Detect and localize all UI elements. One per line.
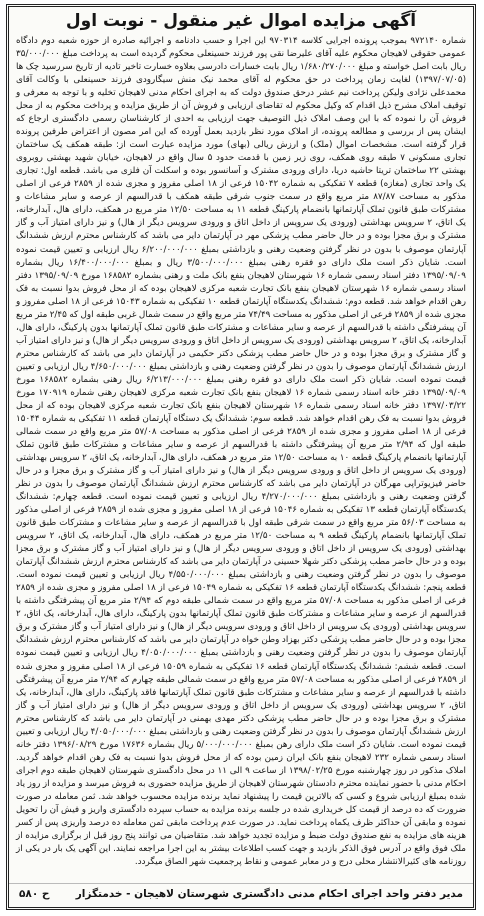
notice-body-text: شماره ۹۷۲۱۴۰ بموجب پرونده اجرایی کلاسه ۹۷۰۳۱۴ این اجرا و حسب دادنامه و اجرائیه صادره از حوزه شعبه دوم دادگاه عمومی حقوقی لاهیجان محکوم علیه آقای علیرضا نقی پور فرزند حسینعلی محکوم گردیده است به پرداخت مبلغ ۳۵/۰۰۰/۰۰۰ ریال بابت اصل خواسته و مبلغ ۱/۶۸۰/۲۷۰/۰۰۰ ریال بابت خسارات دادرسی بعلاوه خسارت تاخیر تادیه از تاریخ سررسید چک ها (۱۳۹۷/۰۷/۰۵) لغایت زمان پرداخت در حق محکوم له آقای محمد نیک منش سیگارودی فرزند حسینعلی با وکالت آقای محمدعلی نژادی ولیکن پرداخت نیم عشر درحق صندوق دولت که به اجرای احکام مدنی لاهیجان تخلیه و با توجه به معرفی و توقیف املاک مشرح ذیل اقدام که وکیل محکوم له تقاضای ارزیابی و فروش آن از طریق مزایده و پرداخت محکوم به از محل فروش آن را نموده که با این وصف املاک ذیل التوصیف جهت ارزیابی به احدی از کارشناسان رسمی دادگستری ارجاع که ایشان پس از بررسی و مطالعه پرونده، از املاک مورد نظر بازدید بعمل آورده که این امر مصون از اعتراض طرفین پرونده قرار گرفته است. مشخصات اموال (ملک) و ارزش ریالی (بهای) مورد مزایده عبارت است از: طبقه همکف یک ساختمان تجاری مسکونی ۷ طبقه روی همکف، روی زیر زمین با قدمت حدود ۵ سال واقع در لاهیجان، خیابان شهید بهشتی روبروی بهشتی ۲۲ ساختمان تریتا حاشیه دریا، دارای ورودی مشترک و آسانسور بوده و اسکلت آن فلزی می باشد. قطعه اول: تجاری یک واحد تجاری (مغازه) قطعه ۷ تفکیکی به شماره ۱۵۰۴۲ فرعی از ۱۸ اصلی مفروز و مجزی شده از ۲۸۵۹ فرعی از اصلی مذکور به مساحت ۸۷/۸۷ متر مربع واقع در سمت جنوب شرقی طبقه همکف با قدرالسهم از عرصه و سایر مشاعات و مشترکات طبق قانون تملک آپارتمانها بانضمام پارکینگ قطعه ۱۱ به مساحت ۱۲/۵۰ متر مربع در همکف، دارای هال، آبدارخانه، یک اتاق، ۲ سرویس بهداشتی (ورودی یک سرویس از داخل اتاق و ورودی سرویس دیگر از هال) و نیز دارای امتیاز آب و گاز مشترک و برق مجزا بوده و در حال حاضر مطب پزشکی مهر در آپارتمان دایر می باشد که کارشناس محترم ارزش ششدانگ آپارتمان موصوف با بدون در نظر گرفتن وضعیت رهنی و بازداشتی بمبلغ ۶/۲۰۰/۰۰۰/۰۰۰ ریال ارزیابی و تعیین قیمت نموده است. شایان ذکر است ملک دارای دو فقره رهنی بمبلغ ۳/۵۰۰/۰۰۰/۰۰۰ ریال و بمبلغ ۱۶/۴۰۰/۰۰۰/۰۰۰ ریال بشماره ۱۳۹۵/۰۹/۰۹ دفتر اسناد رسمی شماره ۱۶ شهرستان لاهیجان بنفع بانک ملت و رهنی بشماره ۱۶۸۵۸۲ مورخ ۱۳۹۵/۰۹/۰۹ دفتر اسناد رسمی شماره ۱۶ شهرستان لاهیجان بنفع بانک تجارت شعبه مرکزی لاهیجان بوده که از محل فروش بدوا نسبت به فک رهن اقدام خواهد شد. قطعه دوم: ششدانگ یکدستگاه آپارتمان قطعه ۱۰ تفکیکی به شماره ۱۵۰۴۳ فرعی از ۱۸ اصلی مفروز و مجزی شده از ۲۸۵۹ فرعی از اصلی مذکور به مساحت ۷۴/۴۹ متر مربع واقع در سمت شمال غربی طبقه اول که ۲/۴۵ متر مربع آن پیشرفتگی داشته با قدرالسهم از عرصه و سایر مشاعات و مشترکات طبق قانون تملک آپارتمانها بدون پارکینگ، دارای هال، آبدارخانه، یک اتاق، ۲ سرویس بهداشتی (ورودی یک سرویس از داخل اتاق و ورودی سرویس دیگر از هال) و نیز دارای امتیاز آب و گاز مشترک و برق مجزا بوده و در حال حاضر مطب پزشکی دکتر حکیمی در آپارتمان دایر می باشد که کارشناس محترم ارزش ششدانگ آپارتمان موصوف را بدون در نظر گرفتن وضعیت رهنی و بازداشتی بمبلغ ۴/۶۵۰/۰۰۰/۰۰۰ ریال ارزیابی و تعیین قیمت نموده است. شایان ذکر است ملک دارای دو فقره رهنی بمبلغ ۶/۲۱۳/۰۰۰/۰۰۰ ریال رهنی بشماره ۱۶۸۵۸۲ مورخ ۱۳۹۵/۰۹/۰۹ دفتر خانه اسناد رسمی شماره ۱۶ لاهیجان بنفع بانک تجارت شعبه مرکزی لاهیجان رهنی شماره ۱۷۰۹۱۹ مورخ ۱۳۹۷/۰۳/۲۲ دفتر خانه اسناد رسمی شماره ۱۶ شهرستان لاهیجان بنفع بانک تجارت شعبه مرکزی لاهیجان بوده که از محل فروش بدوا نسبت به فک رهن اقدام خواهد شد. قطعه سوم: ششدانگ یک دستگاه آپارتمان قطعه ۱۱ تفکیکی به شماره ۱۵۰۴۴ فرعی از ۱۸ اصلی مفروز و مجزی شده از ۲۸۵۹ فرعی از اصلی مذکور به مساحت ۵۷/۰۸ متر مربع واقع در سمت شمالی طبقه اول که ۲/۹۴ متر مربع آن پیشرفتگی داشته با قدرالسهم از عرصه و سایر مشاعات و مشترکات طبق قانون تملک آپارتمانها بانضمام پارکینگ قطعه ۱۰ به مساحت ۱۲/۵۰ متر مربع در همکف، دارای هال، آبدارخانه، یک اتاق، ۲ سرویس بهداشتی (ورودی یک سرویس از داخل اتاق و ورودی سرویس دیگر از هال) و نیز دارای امتیاز آب و گاز مشترک و برق مجزا و در حال حاضر فیزیوتراپی مهرگان در آپارتمان دایر می باشد که کارشناس محترم ارزش ششدانگ آپارتمان موصوف را بدون در نظر گرفتن وضعیت رهنی و بازداشتی بمبلغ ۴/۲۷۰/۰۰۰/۰۰۰ ریال ارزیابی و تعیین قیمت نموده است. قطعه چهارم: ششدانگ یکدستگاه آپارتمان قطعه ۱۳ تفکیکی به شماره ۱۵۰۴۶ فرعی از ۱۸ اصلی مفروز و مجزی شده از ۲۸۵۹ فرعی از اصلی مذکور به مساحت ۵۶/۰۳ متر مربع واقع در سمت شرقی طبقه اول با قدرالسهم از عرصه و سایر مشاعات و مشترکات طبق قانون تملک آپارتمانها بانضمام پارکینگ قطعه ۹ به مساحت ۱۲/۵۰ متر مربع در همکف، دارای هال، آبدارخانه، یک اتاق، ۲ سرویس بهداشتی (ورودی یک سرویس از داخل اتاق و ورودی سرویس دیگر از هال) و نیز دارای امتیاز آب و گاز مشترک و برق مجزا بوده و در حال حاضر مطب پزشکی دکتر شهلا حسینی در آپارتمان دایر می باشد که کارشناس محترم ارزش ششدانگ آپارتمان موصوف را بدون در نظر گرفتن وضعیت رهنی و بازداشتی بمبلغ ۴/۵۵۰/۰۰۰/۰۰۰ ریال ارزیابی و تعیین قیمت نموده است. قطعه پنجم: ششدانگ یکدستگاه آپارتمان قطعه ۱۶ تفکیکی به شماره ۱۵۰۴۹ فرعی از ۱۸ اصلی مفروز و مجزی شده از ۲۸۵۹ فرعی از اصلی مذکور به مساحت ۵۷/۰۸ متر مربع واقع در سمت شمالی طبقه دوم که ۲/۹۴ متر مربع آن پیشرفتگی داشته با قدرالسهم از عرصه و سایر مشاعات و مشترکات طبق قانون تملک آپارتمانها بدون پارکینگ، دارای هال، آبدارخانه، یک اتاق، ۲ سرویس بهداشتی (ورودی یک سرویس از داخل اتاق و ورودی سرویس دیگر از هال) و نیز دارای امتیاز آب و گاز مشترک و برق مجزا بوده و در حال حاضر مطب پزشکی دکتر بهزاد وطن خواه در آپارتمان دایر می باشد که کارشناس محترم ارزش ششدانگ آپارتمان موصوف را بدون در نظر گرفتن وضعیت رهنی و بازداشتی بمبلغ ۴/۰۵۰/۰۰۰/۰۰۰ ریال ارزیابی و تعیین قیمت نموده است. قطعه ششم: ششدانگ یکدستگاه آپارتمان قطعه ۱۶ تفکیکی به شماره ۱۵۰۵۹ فرعی از ۱۸ اصلی مفروز و مجزی شده از ۲۸۵۹ فرعی از اصلی مذکور به مساحت ۵۷/۰۸ متر مربع واقع در سمت شمالی طبقه چهارم که ۲/۹۴ متر مربع آن پیشرفتگی داشته با قدرالسهم از عرصه و سایر مشاعات و مشترکات طبق قانون تملک آپارتمانها فاقد پارکینگ، دارای هال، آبدارخانه، یک اتاق، ۲ سرویس بهداشتی (ورودی یک سرویس از داخل اتاق و ورودی سرویس دیگر از هال) و نیز دارای امتیاز آب و گاز مشترک و برق مجزا بوده و در حال حاضر مطب پزشکی دکتر مهدی بهمنی در آپارتمان دایر می باشد که کارشناس محترم ارزش ششدانگ آپارتمان موصوف را بدون در نظر گرفتن وضعیت رهنی و بازداشتی بمبلغ ۴/۰۵۰/۰۰۰/۰۰۰ ریال ارزیابی و تعیین قیمت نموده است. شایان ذکر است ملک دارای رهن بمبلغ ۵/۰۰۰/۰۰۰/۰۰۰ ریال بشماره ۱۷۶۳۶ مورخ ۱۳۹۶/۰۸/۲۹ دفتر خانه اسناد رسمی شماره ۲۳۲ لاهیجان بنفع بانک ایران زمین بوده که از محل فروش بدوا نسبت به فک رهن اقدام خواهد گردید. املاک مذکور در روز چهارشنبه مورخ ۱۳۹۸/۰۲/۲۵ از ساعت ۹ الی ۱۱ در محل دادگستری شهرستان لاهیجان طبقه دوم اجرای احکام مدنی با حضور نماینده محترم دادستان شهرستان لاهیجان از طریق مزایده حضوری به فروش میرسد و مزایده از روز یاد شده بمبلغ ارزیابی شروع و کسی که بالاترین قیمت را پیشنهاد نماید برنده مزایده محسوب خواهد شد. ثمن معامله در صورت ضرورت که ده درصد از قیمت کل خریداری شده در جلسه برنده مزایده به حساب سپرده دادگستری واریز و فیش آن را تحویل نموده و مابقی آن حداکثر ظرف یکماه پرداخت نماید. در صورت عدم پرداخت مابقی ثمن معامله ده درصد واریزی پس از کسر هزینه های مزایده به نفع صندوق دولت ضبط و مزایده تجدید خواهد شد. متقاضیان می توانند پنج روز قبل از برگزاری مزایده از ملک فوق واقع در آدرس فوق الذکر بازدید و جهت کسب اطلاعات بیشتر به این اجرا مراجعه نمایند. این آگهی یک بار در یکی از روزنامه های کثیرالانتشار محلی درج و در معابر عمومی و نقاط پرجمعیت شهر الصاق میگردد. — [15, 36, 467, 867]
notice-title: آگهی مزایده اموال غیر منقول - نوبت اول — [65, 11, 417, 31]
notice-footer — [9, 883, 473, 907]
auction-notice — [6, 4, 476, 910]
notice-signature: مدیر دفتر واحد اجرای احکام مدنی دادگستری شهرستان لاهیجان - خدمتگزار — [75, 888, 463, 900]
notice-body — [9, 32, 473, 883]
notice-code: ح ۵۸۰ — [19, 888, 50, 900]
